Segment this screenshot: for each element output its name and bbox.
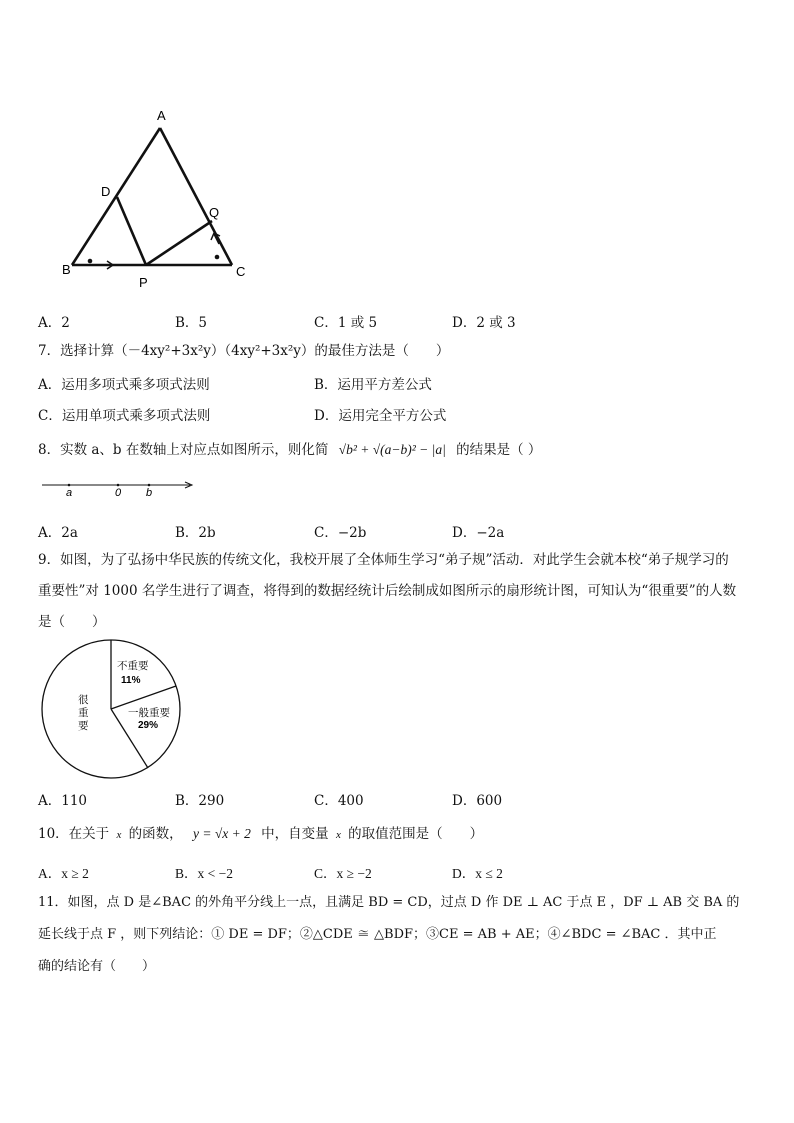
label-Q: Q <box>209 205 220 220</box>
numberline-a: a <box>66 487 73 499</box>
q8-stem <box>38 440 541 460</box>
numberline-zero: 0 <box>115 487 122 499</box>
q8-stem-post: 的结果是（ ） <box>456 442 542 458</box>
pie-slice2-pct: 29% <box>138 720 159 731</box>
q8-option-c: C．−2b <box>314 525 367 541</box>
triangle-figure <box>55 100 265 295</box>
q7-option-c: C．运用单项式乘多项式法则 <box>38 408 211 424</box>
q9-option-a: A．110 <box>38 793 88 809</box>
q7-option-d: D．运用完全平方公式 <box>314 408 447 424</box>
q8-option-b: B．2b <box>175 525 216 541</box>
q10-var: x <box>116 829 122 841</box>
pie-slice1-name: 不重要 <box>117 660 149 672</box>
q10-stem-post: 的取值范围是（ ） <box>348 826 484 842</box>
q10-option-d: D．x ≤ 2 <box>452 866 503 881</box>
q6-option-a: A．2 <box>38 315 70 331</box>
q11-line3: 确的结论有（ ） <box>38 959 156 974</box>
q7-option-b: B．运用平方差公式 <box>314 377 432 393</box>
pie-slice2-name: 一般重要 <box>128 707 170 719</box>
q10-option-c: C．x ≥ −2 <box>314 866 372 881</box>
q6-option-b: B．5 <box>175 315 208 331</box>
label-D: D <box>101 184 111 199</box>
pie-slice3-char3: 要 <box>78 720 89 732</box>
q8-option-d: D．−2a <box>452 525 505 541</box>
q9-option-c: C．400 <box>314 793 364 809</box>
pie-chart <box>38 638 188 783</box>
q6-option-d: D．2 或 3 <box>452 315 516 331</box>
q7-option-a: A．运用多项式乘多项式法则 <box>38 377 210 393</box>
label-B: B <box>62 262 71 277</box>
q10-option-b: B．x < −2 <box>175 866 233 881</box>
q8-stem-pre: 8．实数 a、b 在数轴上对应点如图所示，则化简 <box>38 442 329 458</box>
label-C: C <box>236 264 246 279</box>
q9-stem-line1: 9．如图，为了弘扬中华民族的传统文化，我校开展了全体师生学习“弟子规”活动．对此学生会就本校“弟子规学习的 <box>38 552 729 568</box>
q10-stem <box>38 824 483 845</box>
label-P: P <box>139 275 148 290</box>
q10-function: y = √x + 2 <box>192 826 251 841</box>
q10-stem-mid: 的函数， <box>128 826 183 842</box>
q9-option-d: D．600 <box>452 793 503 809</box>
q10-stem-mid2: 中，自变量 <box>261 826 329 842</box>
number-line <box>38 476 198 500</box>
q10-option-a: A．x ≥ 2 <box>38 866 89 881</box>
pie-slice1-pct: 11% <box>121 675 141 686</box>
q9-stem-line2: 重要性”对 1000 名学生进行了调查，将得到的数据经统计后绘制成如图所示的扇形统计图，可知认为“很重要”的人数 <box>38 583 737 599</box>
q8-expression: √b² + √(a−b)² − |a| <box>338 442 446 457</box>
pie-slice3-char2: 重 <box>78 707 89 719</box>
label-A: A <box>157 108 166 123</box>
q9-option-b: B．290 <box>175 793 225 809</box>
q9-stem-line3: 是（ ） <box>38 614 106 630</box>
q11-line1: 11．如图，点 D 是∠BAC 的外角平分线上一点，且满足 BD = CD，过点 D 作 DE ⊥ AC 于点 E ，DF ⊥ AB 交 BA 的 <box>38 895 740 910</box>
pie-slice3-char1: 很 <box>78 694 89 706</box>
q7-stem: 7．选择计算（－4xy²+3x²y）（4xy²+3x²y）的最佳方法是（ ） <box>38 343 450 359</box>
q8-option-a: A．2a <box>38 525 78 541</box>
q11-line2: 延长线于点 F ，则下列结论：① DE = DF；②△CDE ≅ △BDF；③CE = AB + AE；④∠BDC = ∠BAC ．其中正 <box>38 927 717 942</box>
q10-stem-pre: 10．在关于 <box>38 826 110 842</box>
q10-var-2: x <box>335 829 341 841</box>
q6-option-c: C．1 或 5 <box>314 315 378 331</box>
numberline-b: b <box>146 487 153 499</box>
